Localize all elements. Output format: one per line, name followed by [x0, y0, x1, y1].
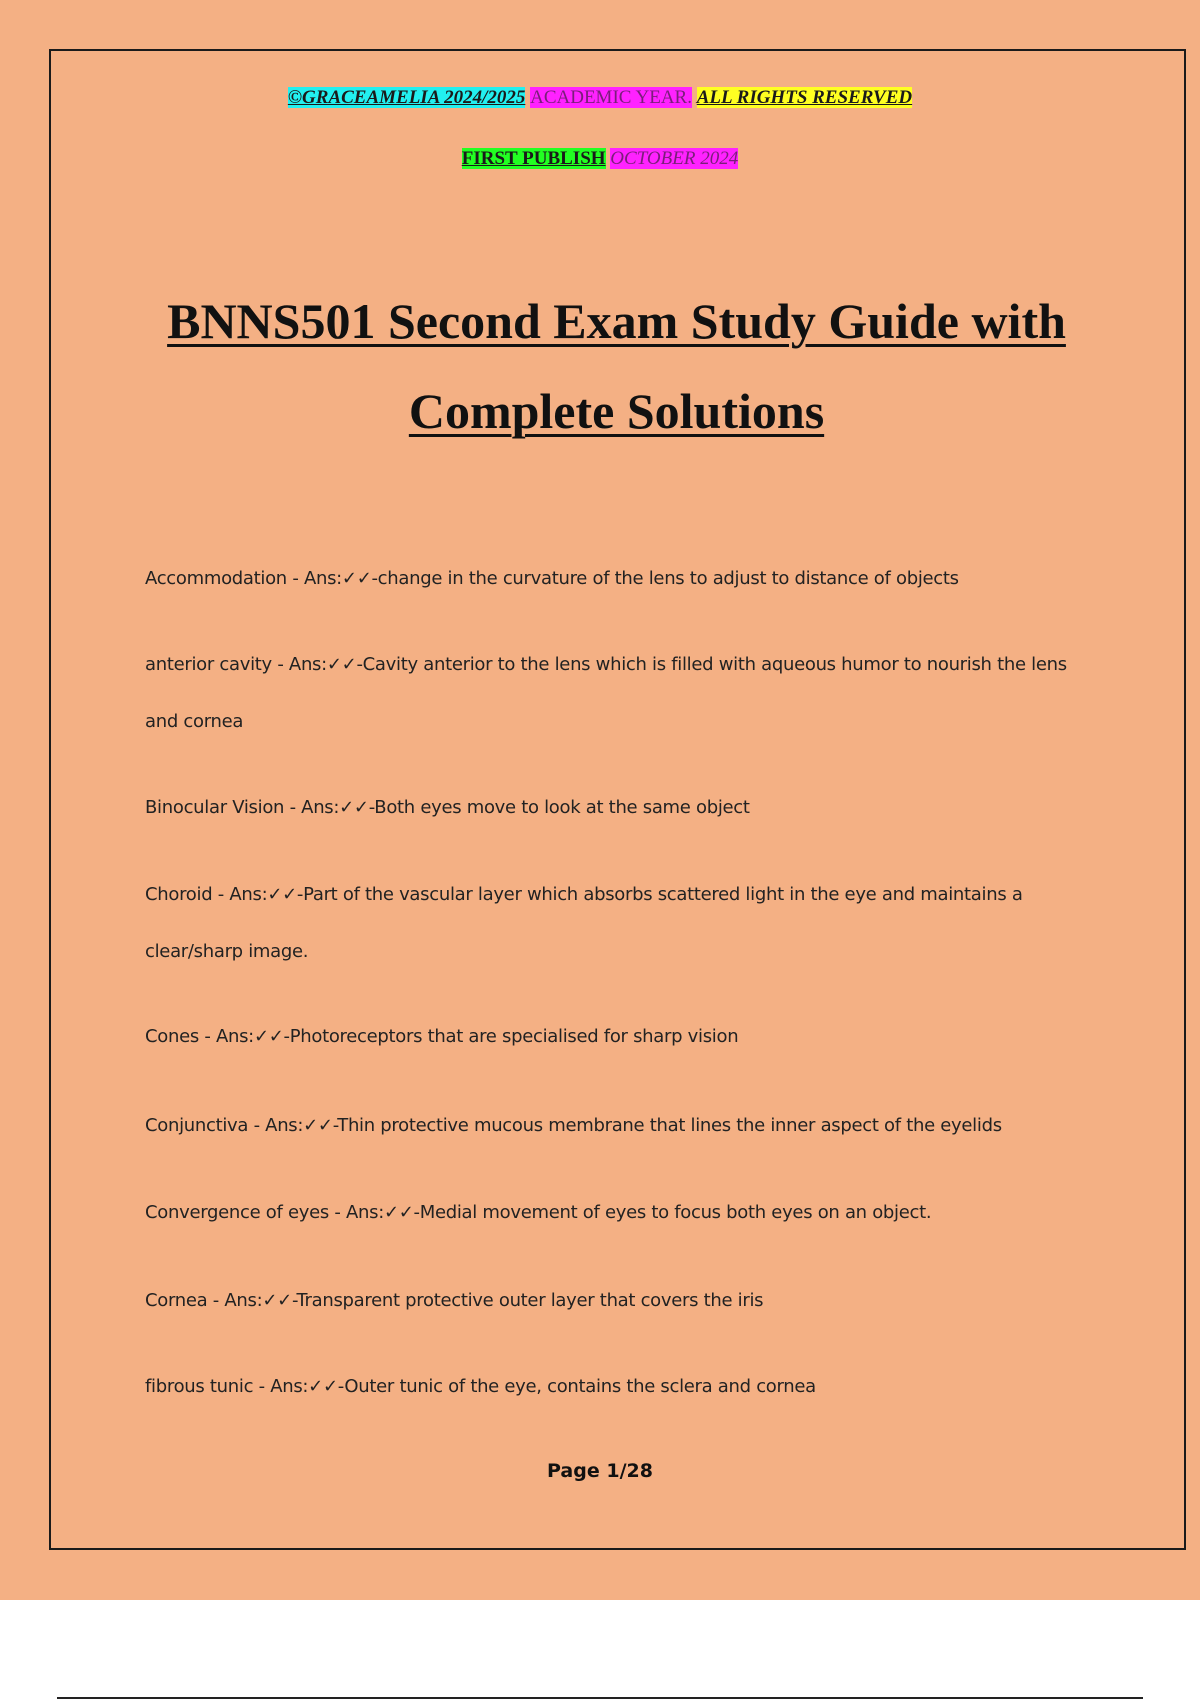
title-line-1: BNNS501 Second Exam Study Guide with [167, 293, 1066, 349]
glossary-entry: Convergence of eyes - Ans:✓✓-Medial movement of eyes to focus both eyes on an object. [145, 1202, 932, 1223]
copyright-text: ©GRACEAMELIA 2024/2025 [287, 87, 526, 108]
page-number: Page 1/28 [547, 1460, 653, 1482]
copyright-line [0, 86, 1200, 110]
glossary-entry: Conjunctiva - Ans:✓✓-Thin protective mucous membrane that lines the inner aspect of the eyelids [145, 1115, 1002, 1136]
rights-text: ALL RIGHTS RESERVED [696, 87, 913, 108]
glossary-entry: Choroid - Ans:✓✓-Part of the vascular layer which absorbs scattered light in the eye and maintains a clear/sharp image. [145, 884, 1023, 962]
glossary-entry: Accommodation - Ans:✓✓-change in the curvature of the lens to adjust to distance of objects [145, 568, 959, 589]
glossary-entry: fibrous tunic - Ans:✓✓-Outer tunic of the eye, contains the sclera and cornea [145, 1376, 816, 1397]
glossary-entry: Binocular Vision - Ans:✓✓-Both eyes move to look at the same object [145, 797, 750, 818]
glossary-entry: Cornea - Ans:✓✓-Transparent protective outer layer that covers the iris [145, 1290, 764, 1311]
title-line-2: Complete Solutions [408, 383, 825, 439]
first-publish-text: FIRST PUBLISH [461, 148, 606, 169]
publish-date-text: OCTOBER 2024 [610, 148, 739, 169]
glossary-entry: anterior cavity - Ans:✓✓-Cavity anterior to the lens which is filled with aqueous humor to nourish the lens and cornea [145, 654, 1067, 732]
publish-line [0, 147, 1200, 171]
glossary-entry: Cones - Ans:✓✓-Photoreceptors that are specialised for sharp vision [145, 1026, 739, 1047]
academic-year-text: ACADEMIC YEAR. [530, 87, 692, 108]
next-page-divider [57, 1697, 1143, 1699]
document-title [100, 276, 1133, 456]
